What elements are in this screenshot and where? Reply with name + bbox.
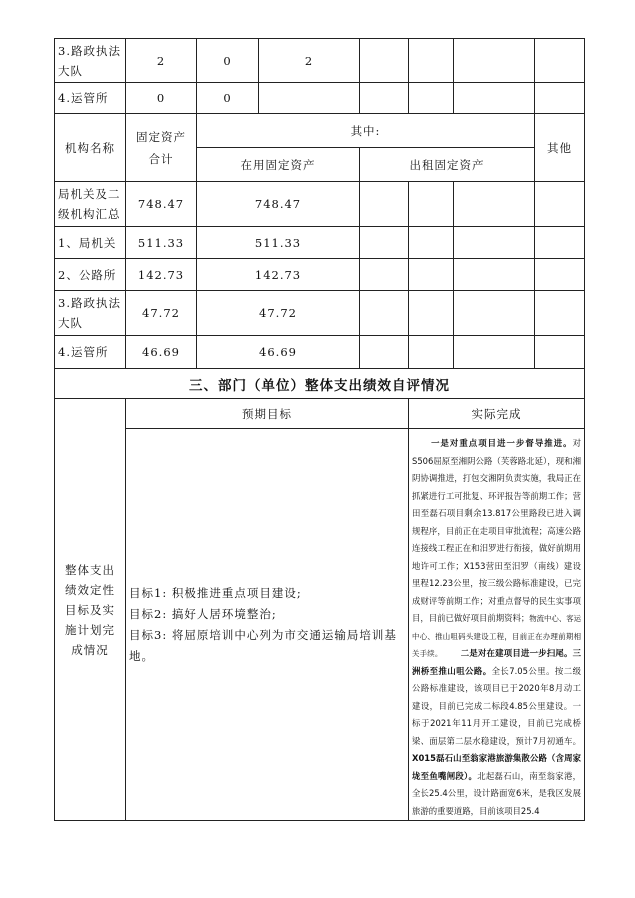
actual-result-cell <box>409 429 585 821</box>
in-use-cell: 47.72 <box>197 291 360 336</box>
header-of-which: 其中: <box>197 114 535 148</box>
header-other: 其他 <box>535 114 585 182</box>
heading-2: 二是对在建项目进一步扫尾。三洲桥至推山咀公路。 <box>412 648 581 676</box>
org-name-cell: 3.路政执法大队 <box>55 39 126 83</box>
total-cell: 748.47 <box>126 182 197 227</box>
report-table <box>54 38 585 821</box>
value-cell: 2 <box>259 39 360 83</box>
goal-item: 目标1: 积极推进重点项目建设; <box>129 585 302 600</box>
section-title: 三、部门（单位）整体支出绩效自评情况 <box>55 369 585 399</box>
count-row <box>55 39 585 83</box>
asset-row <box>55 182 585 227</box>
in-use-cell: 511.33 <box>197 227 360 259</box>
in-use-cell: 142.73 <box>197 259 360 291</box>
asset-row <box>55 227 585 259</box>
header-actual-result: 实际完成 <box>409 399 585 429</box>
org-name-cell: 4.运管所 <box>55 336 126 369</box>
section-row <box>55 369 585 399</box>
paragraph-1-note: 物流中心、客运中心、推山咀码头建设工程，目前正在办理前期相关手续。 <box>412 614 581 658</box>
total-cell: 46.69 <box>126 336 197 369</box>
total-cell: 511.33 <box>126 227 197 259</box>
header-org-name: 机构名称 <box>55 114 126 182</box>
paragraph-1: 对S506屈原至湘阴公路（芙蓉路北延），现和湘阴协调推进，打包交湘阴负责实施，我局正在抓紧进行工可批复、环评报告等前期工作；营田至磊石项目剩余13.817公里路段已进入调规程序，目前正在走项目审批流程；高速公路连接线工程正在和汨罗进行衔接，做好前期用地许可工作；X153营田至汨罗（南线）建设里程12.23公里，按三级公路标准建设，已完成财评等前期工作；对重点督导的民生实事项目，目前已做好项目前期资料； <box>412 438 581 623</box>
perf-content-row <box>55 429 585 821</box>
heading-3: X015磊石山至翁家港旅游集散公路（含周家垅至鱼嘴闸段）。 <box>412 753 581 781</box>
paragraph-2: 全长7.05公里。按二级公路标准建设，该项目已于2020年8月动工建设，目前已完成二标段4.85公里建设。一标于2021年11月开工建设，目前已完成桥梁、面层第二层水稳建设，预计7月初通车。 <box>412 665 581 746</box>
total-cell: 142.73 <box>126 259 197 291</box>
value-cell: 0 <box>126 83 197 114</box>
expected-goals-cell <box>126 429 409 821</box>
count-row <box>55 83 585 114</box>
heading-1: 一是对重点项目进一步督导推进。 <box>430 438 573 448</box>
org-name-cell: 局机关及二级机构汇总 <box>55 182 126 227</box>
header-expected-goal: 预期目标 <box>126 399 409 429</box>
asset-row <box>55 291 585 336</box>
value-cell: 2 <box>126 39 197 83</box>
document-page <box>54 38 584 820</box>
org-name-cell: 4.运管所 <box>55 83 126 114</box>
org-name-cell: 3.路政执法大队 <box>55 291 126 336</box>
org-name-cell: 1、局机关 <box>55 227 126 259</box>
total-cell: 47.72 <box>126 291 197 336</box>
asset-row <box>55 259 585 291</box>
in-use-cell: 46.69 <box>197 336 360 369</box>
asset-header-row <box>55 114 585 148</box>
perf-header-row <box>55 399 585 429</box>
paragraph-3: 北起磊石山，南至翁家港，全长25.4公里，设计路面宽6米，是我区发展旅游的重要道路，目前该项目25.4 <box>412 770 581 816</box>
header-in-use: 在用固定资产 <box>197 148 360 182</box>
goal-item: 目标3: 将屈原培训中心列为市交通运输局培训基地。 <box>129 627 397 663</box>
header-rented: 出租固定资产 <box>360 148 535 182</box>
asset-row <box>55 336 585 369</box>
perf-row-label: 整体支出绩效定性目标及实施计划完成情况 <box>55 399 126 821</box>
header-total-assets: 固定资产合计 <box>126 114 197 182</box>
org-name-cell: 2、公路所 <box>55 259 126 291</box>
value-cell: 0 <box>197 83 259 114</box>
in-use-cell: 748.47 <box>197 182 360 227</box>
value-cell: 0 <box>197 39 259 83</box>
goal-item: 目标2: 搞好人居环境整治; <box>129 606 277 621</box>
value-cell <box>259 83 360 114</box>
